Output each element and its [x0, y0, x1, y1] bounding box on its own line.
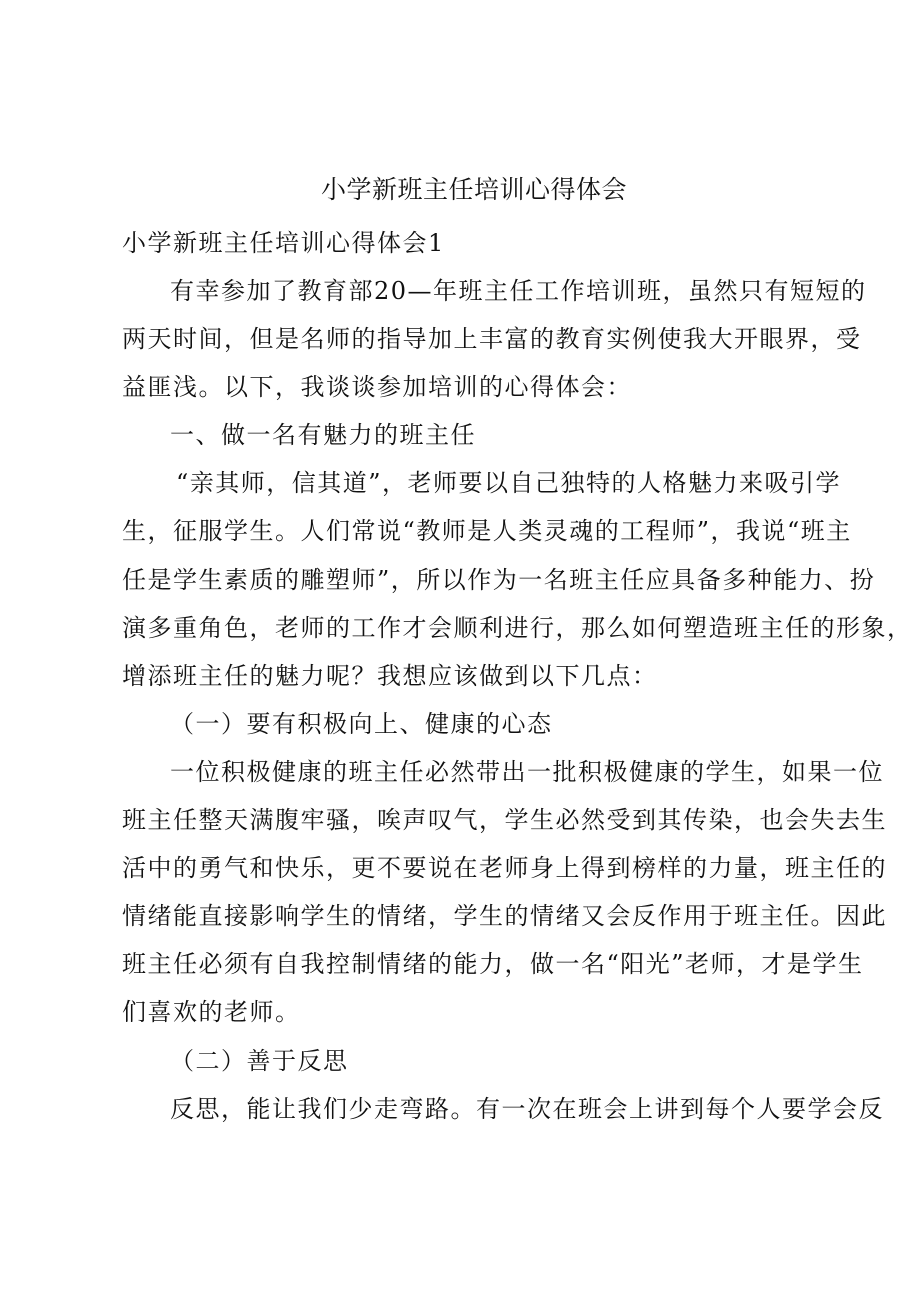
paragraph-line: 生，征服学生。人们常说“教师是人类灵魂的工程师”，我说“班主 — [122, 517, 852, 545]
document-title: 小学新班主任培训心得体会 — [321, 175, 628, 204]
paragraph-line: 一位积极健康的班主任必然带出一批积极健康的学生，如果一位 — [170, 758, 884, 786]
paragraph-line: 益匪浅。以下，我谈谈参加培训的心得体会： — [122, 373, 632, 401]
paragraph-line: 班主任整天满腹牢骚，唉声叹气，学生必然受到其传染，也会失去生 — [122, 806, 887, 834]
subsection-heading: （一）要有积极向上、健康的心态 — [170, 710, 553, 738]
paragraph-line: 们喜欢的老师。 — [122, 998, 301, 1026]
document-subtitle: 小学新班主任培训心得体会1 — [122, 229, 445, 257]
subsection-heading: （二）善于反思 — [170, 1047, 349, 1075]
paragraph-line: 任是学生素质的雕塑师”，所以作为一名班主任应具备多种能力、扮 — [122, 566, 876, 594]
paragraph-line: 活中的勇气和快乐，更不要说在老师身上得到榜样的力量，班主任的 — [122, 854, 887, 882]
paragraph-line: 反思，能让我们少走弯路。有一次在班会上讲到每个人要学会反 — [170, 1095, 884, 1123]
section-heading: 一、做一名有魅力的班主任 — [170, 421, 476, 449]
paragraph-line: 增添班主任的魅力呢？我想应该做到以下几点： — [122, 662, 658, 690]
paragraph-line: “亲其师，信其道”，老师要以自己独特的人格魅力来吸引学 — [176, 469, 842, 497]
paragraph-line: 两天时间，但是名师的指导加上丰富的教育实例使我大开眼界，受 — [122, 325, 862, 353]
paragraph-line: 班主任必须有自我控制情绪的能力，做一名“阳光”老师，才是学生 — [122, 950, 864, 978]
paragraph-line: 有幸参加了教育部20—年班主任工作培训班，虽然只有短短的 — [170, 277, 867, 305]
paragraph-line: 情绪能直接影响学生的情绪，学生的情绪又会反作用于班主任。因此 — [122, 902, 887, 930]
paragraph-line: 演多重角色，老师的工作才会顺利进行，那么如何塑造班主任的形象， — [122, 614, 913, 642]
